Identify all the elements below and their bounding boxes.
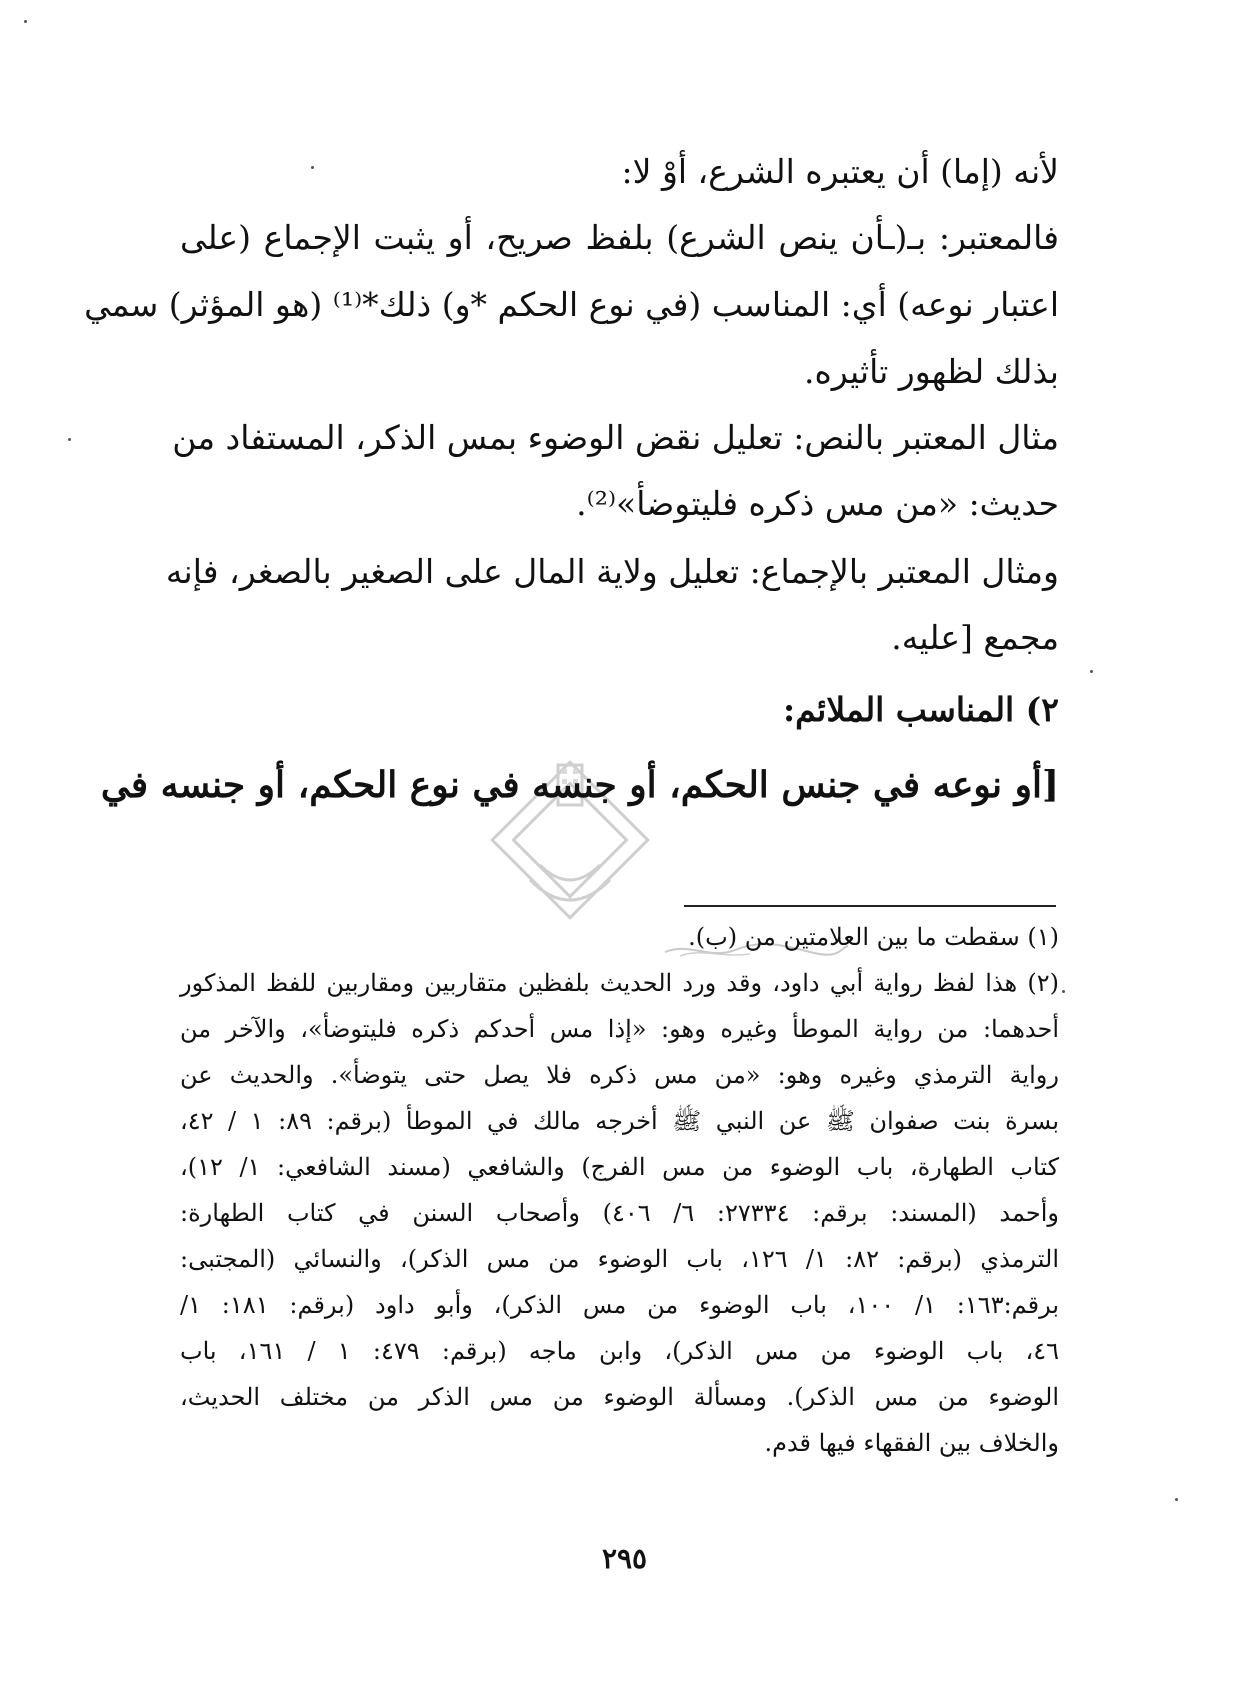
scan-speck [1090, 670, 1093, 673]
text-line: [أو نوعه في جنس الحكم، أو جنسه في نوع الحكم، أو جنسه في [100, 764, 1059, 806]
footnote-line: رواية الترمذي وغيره وهو: «من مس ذكره فلا يصل حتى يتوضأ». والحديث عن [180, 1061, 1059, 1089]
footnote-separator [684, 905, 1056, 907]
footnote-line: ٤٦، باب الوضوء من مس الذكر)، وابن ماجه (برقم: ٤٧٩: ١ / ١٦١، باب [180, 1337, 1060, 1365]
text-line: لأنه (إما) أن يعتبره الشرع، أوْ لا: [621, 152, 1059, 191]
text-line: مجمع [عليه. [891, 618, 1059, 657]
section-heading: ٢) المناسب الملائم: [782, 690, 1059, 729]
text-line: حديث: «من مس ذكره فليتوضأ»⁽²⁾. [576, 484, 1059, 523]
footnote-line: (٢) هذا لفظ رواية أبي داود، وقد ورد الحديث بلفظين متقاربين ومقاربين للفظ المذكور [180, 969, 1059, 997]
text-line: مثال المعتبر بالنص: تعليل نقض الوضوء بمس الذكر، المستفاد من [172, 418, 1059, 457]
footnote-line: (١) سقطت ما بين العلامتين من (ب). [688, 923, 1059, 951]
text-line: بذلك لظهور تأثيره. [803, 352, 1059, 391]
scan-speck [68, 438, 71, 441]
footnote-line: كتاب الطهارة، باب الوضوء من مس الفرج) والشافعي (مسند الشافعي: ١/ ١٢)، [180, 1153, 1059, 1181]
scan-speck [311, 166, 314, 169]
footnote-line: الوضوء من مس الذكر). ومسألة الوضوء من مس الذكر من مختلف الحديث، [180, 1383, 1059, 1411]
footnote-line: بسرة بنت صفوان ﷺ عن النبي ﷺ أخرجه مالك في الموطأ (برقم: ٨٩: ١ / ٤٢، [180, 1107, 1060, 1135]
text-line: ومثال المعتبر بالإجماع: تعليل ولاية المال على الصغير بالصغر، فإنه [165, 552, 1059, 591]
footnote-line: أحدهما: من رواية الموطأ وغيره وهو: «إذا مس أحدكم ذكره فليتوضأ»، والآخر من [180, 1015, 1059, 1043]
footnote-line: الترمذي (برقم: ٨٢: ١/ ١٢٦، باب الوضوء من مس الذكر)، والنسائي (المجتبى: [180, 1245, 1060, 1273]
page-number: ٢٩٥ [601, 1542, 648, 1575]
scan-speck [24, 20, 27, 23]
footnote-line: برقم:١٦٣: ١/ ١٠٠، باب الوضوء من مس الذكر)، وأبو داود (برقم: ١٨١: ١/ [180, 1291, 1060, 1319]
footnote-line: وأحمد (المسند: برقم: ٢٧٣٣٤: ٦/ ٤٠٦) وأصحاب السنن في كتاب الطهارة: [180, 1199, 1059, 1227]
scan-speck [1175, 1498, 1178, 1501]
text-line: فالمعتبر: بـ(ـأن ينص الشرع) بلفظ صريح، أو يثبت الإجماع (على [180, 218, 1059, 257]
scan-speck [1062, 990, 1065, 993]
text-line: اعتبار نوعه) أي: المناسب (في نوع الحكم *و) ذلك*⁽¹⁾ (هو المؤثر) سمي [84, 285, 1059, 324]
footnote-line: والخلاف بين الفقهاء فيها قدم. [764, 1429, 1059, 1457]
